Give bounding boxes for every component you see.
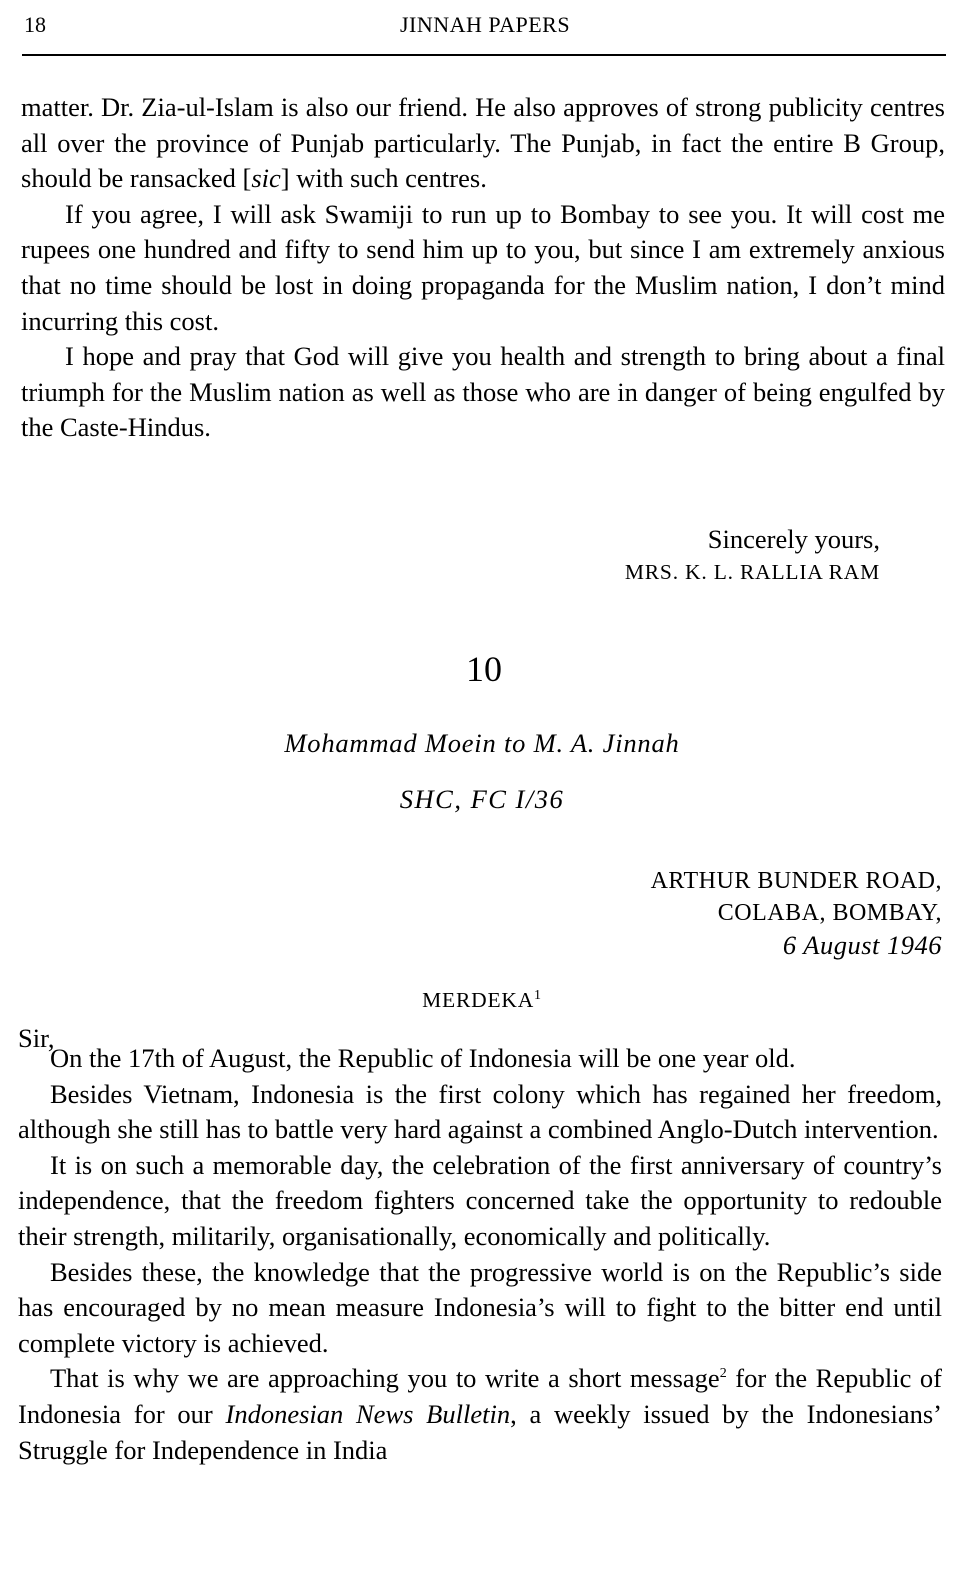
- text-run: , a weekly issued by the Indonesians’ Struggle for Independence in India: [18, 1398, 942, 1465]
- paragraph: Besides Vietnam, Indonesia is the first colony which has regained her freedom, although she still has to battle very hard against a combined Anglo-Dutch intervention.: [18, 1078, 942, 1145]
- document-source: SHC, FC I/36: [399, 784, 565, 814]
- previous-letter-continuation: [21, 90, 945, 446]
- footnote-marker: 2: [719, 1366, 727, 1382]
- paragraph: I hope and pray that God will give you health and strength to bring about a final triumph for the Muslim nation as well as those who are in danger of being engulfed by the Caste-Hindus.: [21, 341, 945, 443]
- text-run: That is why we are approaching you to write a short message: [50, 1363, 720, 1394]
- letter-subject: [0, 988, 964, 1013]
- paragraph: Besides these, the knowledge that the progressive world is on the Republic’s side has encouraged by no mean measure Indonesia’s will to fight to the bitter end until complete victory is achieved.: [18, 1256, 942, 1358]
- paragraph: [18, 1361, 942, 1468]
- paragraph: On the 17th of August, the Republic of Indonesia will be one year old.: [50, 1043, 796, 1073]
- footnote-marker: 1: [534, 987, 542, 1003]
- letter-signature: MRS. K. L. RALLIA RAM: [624, 560, 880, 584]
- text-run: for the Republic of Indonesia for our: [18, 1363, 942, 1429]
- letter-body: [18, 1041, 942, 1468]
- salutation: Sir,: [18, 1023, 55, 1053]
- running-head: [24, 8, 946, 42]
- document-title: Mohammad Moein to M. A. Jinnah: [284, 728, 680, 758]
- sic-note: sic: [251, 163, 281, 194]
- text-run: matter. Dr. Zia-ul-Islam is also our friend. He also approves of strong publicity centres all over the province of Punjab particularly. The Punjab, in fact the entire B Group, should be ransacked [: [21, 92, 945, 194]
- document-number: 10: [466, 649, 502, 689]
- paragraph: If you agree, I will ask Swamiji to run up to Bombay to see you. It will cost me rupees one hundred and fifty to send him up to you, but since I am extremely anxious that no time should be lost in doing propaganda for the Muslim nation, I don’t mind incurring this cost.: [21, 198, 945, 336]
- text-run: ] with such centres.: [280, 163, 487, 194]
- subject-text: MERDEKA: [422, 988, 535, 1012]
- paragraph: It is on such a memorable day, the celebration of the first anniversary of country’s independence, that the freedom fighters concerned take the opportunity to redouble their strength, militarily, organisationally, economically and politically.: [18, 1149, 942, 1251]
- paragraph: [21, 90, 945, 197]
- book-title: JINNAH PAPERS: [399, 12, 571, 37]
- page-number: 18: [24, 12, 46, 37]
- header-rule: [22, 54, 946, 56]
- letter-date: 6 August 1946: [782, 930, 942, 960]
- letter-closing: Sincerely yours,: [707, 524, 880, 554]
- address-line: COLABA, BOMBAY,: [717, 900, 942, 926]
- publication-title: Indonesian News Bulletin: [225, 1398, 511, 1429]
- address-line: ARTHUR BUNDER ROAD,: [650, 868, 942, 894]
